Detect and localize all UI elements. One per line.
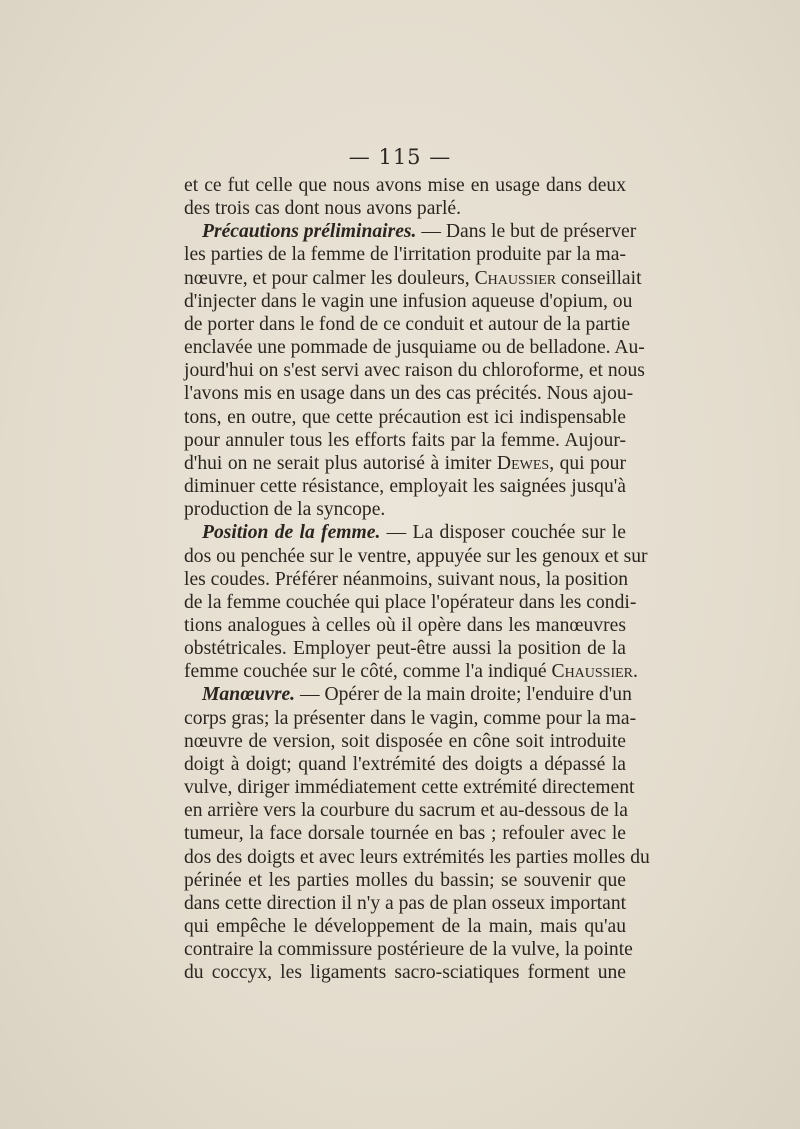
text-line: les coudes. Préférer néanmoins, suivant nous, la position (184, 568, 629, 590)
text-line: en arrière vers la courbure du sacrum et au-dessous de la (184, 800, 628, 822)
text-line: obstétricales. Employer peut-être aussi la position de la (184, 638, 626, 660)
text-line: et ce fut celle que nous avons mise en usage dans deux (184, 175, 626, 196)
text-line: l'avons mis en usage dans un des cas précités. Nous ajou- (184, 383, 634, 405)
text-line: d'injecter dans le vagin une infusion aqueuse d'opium, ou (184, 290, 633, 312)
text-line: femme couchée sur le côté, comme l'a indiqué Chaussier. (184, 661, 638, 683)
section-heading: Manœuvre. (202, 684, 296, 706)
text-line: jourd'hui on s'est servi avec raison du chloroforme, et nous (184, 360, 645, 382)
text-line: tions analogues à celles où il opère dans les manœuvres (184, 614, 626, 636)
text-line: corps gras; la présenter dans le vagin, comme pour la ma- (184, 707, 637, 729)
section-heading-line: Position de la femme. — La disposer couchée sur le (202, 522, 626, 544)
text-line: enclavée une pommade de jusquiame ou de belladone. Au- (184, 337, 645, 359)
text-line: du coccyx, les ligaments sacro-sciatiques forment une (184, 962, 626, 984)
text-line: dos ou penchée sur le ventre, appuyée sur les genoux et sur (184, 545, 648, 567)
author-name: Dewes (496, 452, 550, 474)
text-line: nœuvre, et pour calmer les douleurs, Chaussier conseillait (184, 267, 642, 289)
text-line: qui empêche le développement de la main, mais qu'au (184, 916, 626, 937)
text-line: les parties de la femme de l'irritation produite par la ma- (184, 244, 626, 266)
section-heading-line: Manœuvre. — Opérer de la main droite; l'enduire d'un (202, 684, 632, 706)
text-line: pour annuler tous les efforts faits par la femme. Aujour- (184, 429, 626, 451)
author-name: Chaussier (551, 661, 634, 683)
text-line: dans cette direction il n'y a pas de plan osseux important (184, 892, 627, 914)
text-line: tons, en outre, que cette précaution est ici indispensable (184, 406, 626, 428)
page-number: — 115 — (348, 145, 452, 169)
body-text (184, 174, 650, 984)
text-line: diminuer cette résistance, employait les saignées jusqu'à (184, 476, 626, 498)
text-line: des trois cas dont nous avons parlé. (184, 198, 461, 220)
text-line: de porter dans le fond de ce conduit et autour de la partie (184, 313, 631, 335)
text-line: nœuvre de version, soit disposée en cône soit introduite (184, 730, 626, 752)
text-line: doigt à doigt; quand l'extrémité des doigts a dépassé la (184, 753, 626, 775)
section-heading-line: Précautions préliminaires. — Dans le but de préserver (202, 221, 637, 243)
author-name: Chaussier (474, 267, 557, 289)
section-heading: Précautions préliminaires. (202, 221, 417, 243)
text-line: vulve, diriger immédiatement cette extrémité directement (184, 777, 635, 799)
text-line: tumeur, la face dorsale tournée en bas ; refouler avec le (184, 823, 626, 845)
section-heading: Position de la femme. (202, 522, 381, 544)
text-line: périnée et les parties molles du bassin; se souvenir que (184, 869, 626, 891)
text-line: production de la syncope. (184, 499, 386, 521)
text-line: dos des doigts et avec leurs extrémités les parties molles du (184, 846, 650, 868)
text-line: de la femme couchée qui place l'opérateur dans les condi- (184, 591, 637, 613)
text-line: d'hui on ne serait plus autorisé à imiter Dewes, qui pour (184, 452, 627, 474)
text-line: contraire la commissure postérieure de la vulve, la pointe (184, 939, 633, 961)
